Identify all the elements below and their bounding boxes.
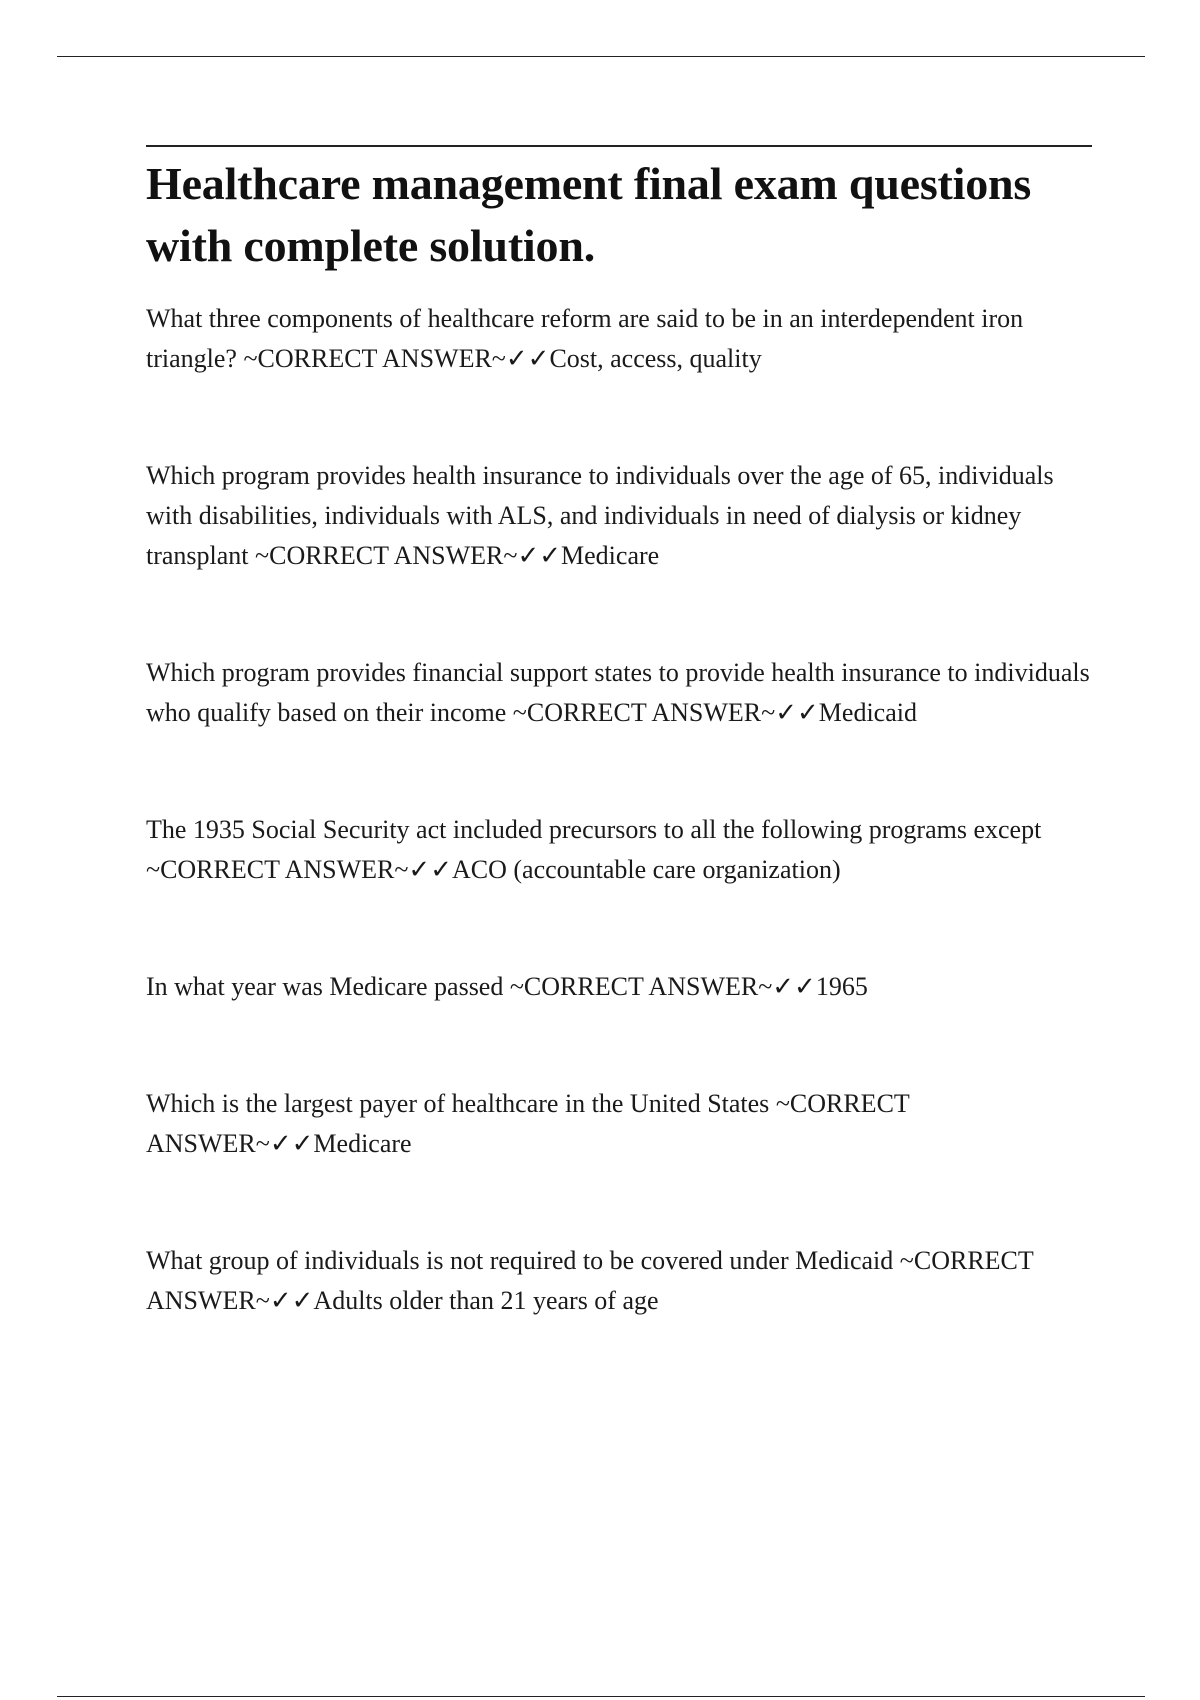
answer-marker: ~CORRECT ANSWER~✓✓: [146, 855, 452, 884]
qa-item: [146, 299, 1092, 379]
qa-item: [146, 1241, 1092, 1321]
qa-item: [146, 967, 1092, 1007]
page-top-rule: [57, 56, 1145, 57]
answer-marker: ~CORRECT ANSWER~✓✓: [506, 698, 819, 727]
answer-text: Medicare: [313, 1129, 412, 1158]
question-text: In what year was Medicare passed: [146, 972, 504, 1001]
question-text: What group of individuals is not required to be covered under Medicaid: [146, 1246, 894, 1275]
answer-text: ACO (accountable care organization): [451, 855, 841, 884]
answer-text: Cost, access, quality: [549, 344, 762, 373]
qa-item: [146, 810, 1092, 890]
answer-text: Medicaid: [818, 698, 917, 727]
question-text: Which program provides financial support states to provide health insurance to individuals who qualify based on their income: [146, 658, 1090, 727]
qa-list: [146, 299, 1092, 1321]
qa-item: [146, 653, 1092, 733]
answer-marker: ~CORRECT ANSWER~✓✓: [146, 1089, 910, 1158]
answer-text: Adults older than 21 years of age: [313, 1286, 659, 1315]
answer-marker: ~CORRECT ANSWER~✓✓: [248, 541, 562, 570]
qa-item: [146, 1084, 1092, 1164]
answer-marker: ~CORRECT ANSWER~✓✓: [146, 1246, 1034, 1315]
question-text: Which is the largest payer of healthcare in the United States: [146, 1089, 770, 1118]
answer-text: Medicare: [561, 541, 660, 570]
question-text: The 1935 Social Security act included precursors to all the following programs except: [146, 815, 1042, 844]
title-rule: [146, 145, 1092, 147]
question-text: What three components of healthcare reform are said to be in an interdependent iron triangle?: [146, 304, 1024, 373]
answer-text: 1965: [815, 972, 868, 1001]
document-body: [146, 145, 1092, 1321]
qa-item: [146, 456, 1092, 576]
document-title: Healthcare management final exam questions with complete solution.: [146, 158, 1032, 271]
answer-marker: ~CORRECT ANSWER~✓✓: [503, 972, 816, 1001]
question-text: Which program provides health insurance to individuals over the age of 65, individuals with disabilities, individuals with ALS, and individuals in need of dialysis or kidney transplant: [146, 461, 1054, 570]
answer-marker: ~CORRECT ANSWER~✓✓: [236, 344, 550, 373]
page-bottom-rule: [57, 1696, 1145, 1697]
